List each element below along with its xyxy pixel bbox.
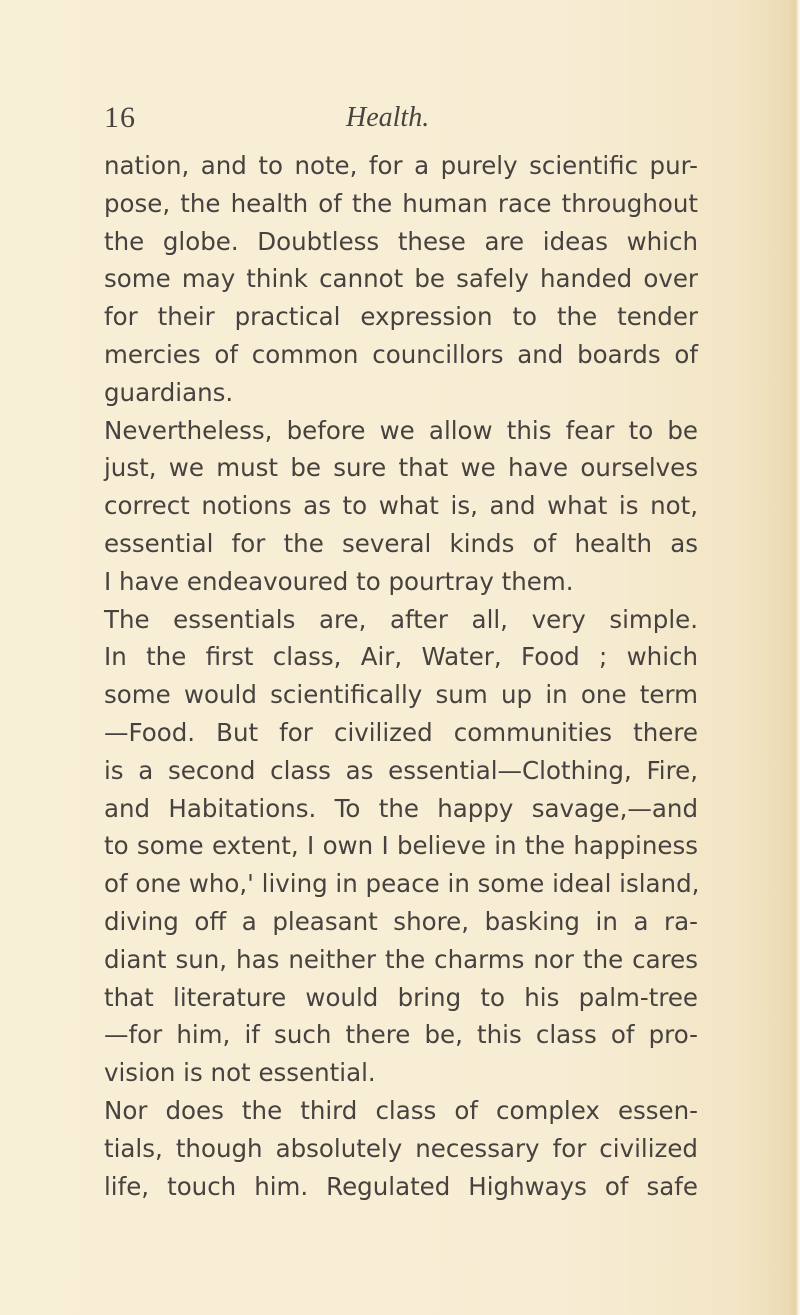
page-number: 16 [104, 101, 136, 134]
text-line: —Food. But for civilized communities there [104, 717, 698, 747]
text-line: diving off a pleasant shore, basking in a ra- [104, 906, 698, 936]
text-line: pose, the health of the human race throughout [104, 188, 698, 218]
text-line: Nor does the third class of complex essen- [104, 1095, 698, 1125]
text-line: vision is not essential. [104, 1058, 376, 1088]
text-line: mercies of common councillors and boards of [104, 339, 698, 369]
text-line: —for him, if such there be, this class of pro- [104, 1020, 698, 1050]
text-line: Nevertheless, before we allow this fear to be [104, 415, 698, 445]
text-line: diant sun, has neither the charms nor the cares [104, 944, 698, 974]
text-line: I have endeavoured to pourtray them. [104, 566, 574, 596]
text-line: just, we must be sure that we have ourselves [104, 453, 698, 483]
text-line: the globe. Doubtless these are ideas which [104, 226, 698, 256]
text-line: tials, though absolutely necessary for civilized [104, 1133, 698, 1163]
text-line: The essentials are, after all, very simple. [104, 604, 698, 634]
text-line: some would scientifically sum up in one term [104, 680, 698, 710]
body-text [104, 147, 698, 1205]
text-line: essential for the several kinds of health as [104, 528, 698, 558]
text-line: and Habitations. To the happy savage,—and [104, 793, 698, 823]
page-edge [788, 0, 800, 1315]
text-line: for their practical expression to the tender [104, 302, 698, 332]
text-line: to some extent, I own I believe in the happiness [104, 831, 698, 861]
text-line: that literature would bring to his palm-tree [104, 982, 698, 1012]
running-head: Health. [346, 102, 430, 133]
page-header [104, 98, 694, 138]
text-line: In the first class, Air, Water, Food ; which [104, 642, 698, 672]
text-line: some may think cannot be safely handed over [104, 264, 698, 294]
text-line: is a second class as essential—Clothing, Fire, [104, 755, 698, 785]
text-line: guardians. [104, 377, 234, 407]
text-line: correct notions as to what is, and what is not, [104, 491, 698, 521]
text-line: life, touch him. Regulated Highways of safe [104, 1171, 698, 1201]
text-line: of one who,' living in peace in some ideal island, [104, 869, 700, 899]
text-line: nation, and to note, for a purely scientific pur- [104, 151, 698, 180]
